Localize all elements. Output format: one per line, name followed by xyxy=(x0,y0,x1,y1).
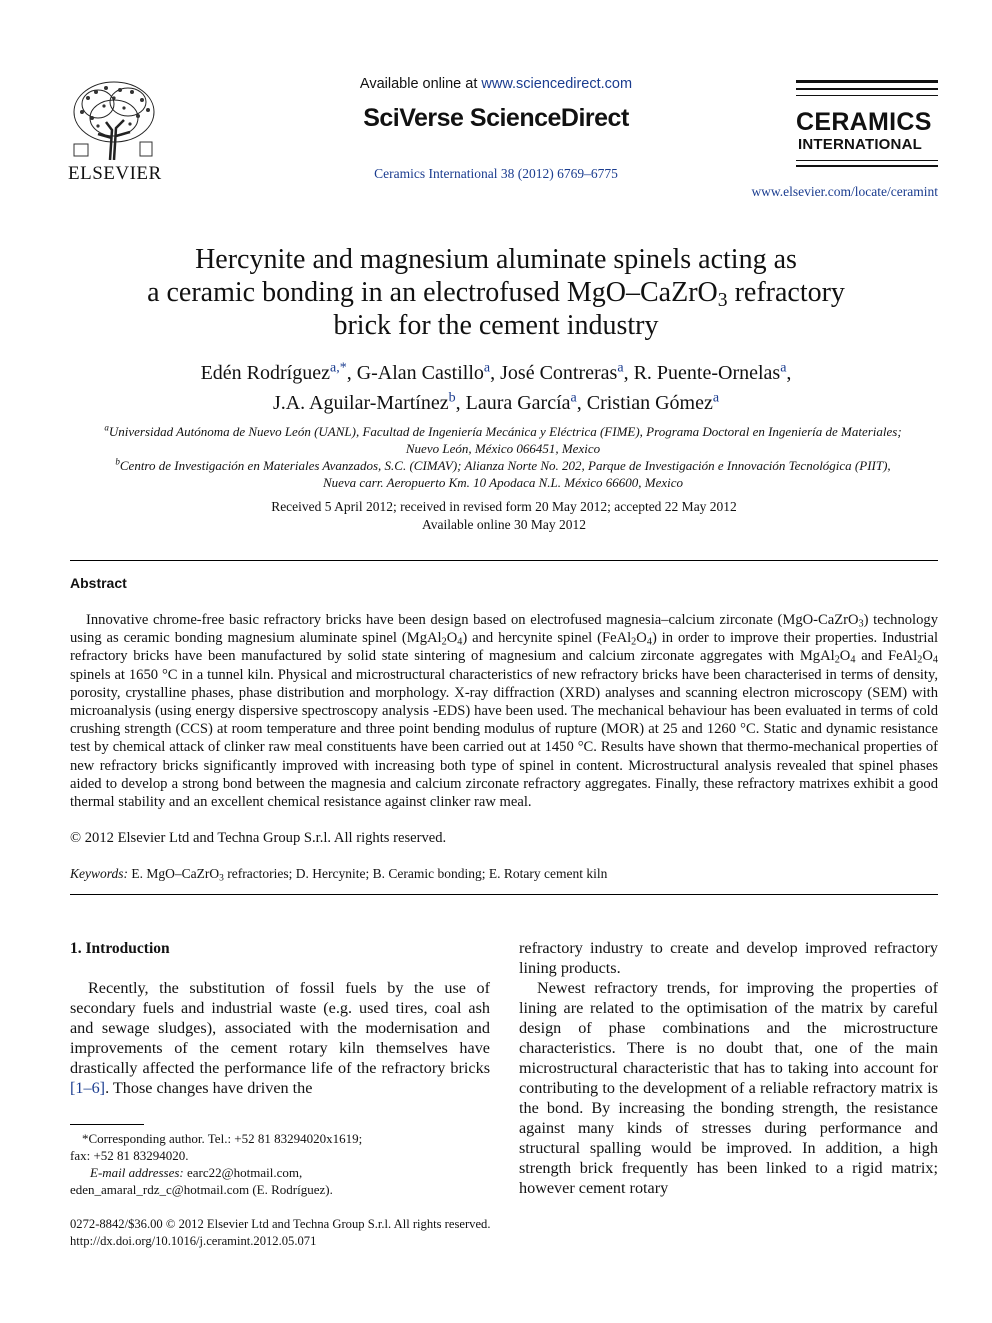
journal-logo-bar-2 xyxy=(796,88,938,90)
author-name[interactable]: Laura García xyxy=(465,392,571,414)
author-name[interactable]: Edén Rodríguez xyxy=(200,362,330,384)
intro-left-paragraph: Recently, the substitution of fossil fuels by the use of secondary fuels and industrial waste (e.g. used tires, coal ash and sewage sludges), associated with the modernisation and improvements of the cement rotary kiln themselves have drastically affected the performance life of the refractory bricks [1–6]. Those changes have driven the xyxy=(70,979,490,1097)
elsevier-wordmark: ELSEVIER xyxy=(68,163,162,184)
author-list xyxy=(60,358,932,418)
journal-logo-bar-3 xyxy=(796,95,938,96)
author-affiliation-mark: a xyxy=(617,360,624,376)
journal-logo-title: CERAMICS xyxy=(796,108,932,136)
author-name[interactable]: J.A. Aguilar-Martínez xyxy=(272,392,449,414)
author-affiliation-mark: a xyxy=(780,360,787,376)
abstract-copyright: © 2012 Elsevier Ltd and Techna Group S.r.l. All rights reserved. xyxy=(70,830,447,846)
footnote-rule xyxy=(70,1124,144,1125)
footnote-email-label: E-mail addresses: xyxy=(90,1165,184,1180)
sciencedirect-link[interactable]: www.sciencedirect.com xyxy=(481,76,633,92)
article-dates xyxy=(0,498,992,534)
author-affiliation-mark: a,* xyxy=(329,360,347,376)
issn-copyright: 0272-8842/$36.00 © 2012 Elsevier Ltd and Techna Group S.r.l. All rights reserved. xyxy=(70,1217,491,1231)
journal-logo-bar-top xyxy=(796,80,938,83)
section-heading-introduction: 1. Introduction xyxy=(70,940,170,957)
journal-logo-bar-bottom-2 xyxy=(796,165,938,167)
abstract-text: Innovative chrome-free basic refractory bricks have been design based on electrofused magnesia–calcium zirconate (MgO-CaZrO$_3$) technology using as ceramic bonding magnesium aluminate spinel $(MgAl_2O_4)$ and hercynite spinel $(FeAl_2O_4)$ in order to improve their properties. Industrial refractory bricks have been manufactured by solid state sintering of magnesium and calcium zirconate aggregates with $MgAl_2O_4$ and $FeAl_2O_4$ spinels at 1650 °C in a tunnel kiln. Physical and microstructural characteristics of new refractory bricks have been characterised in terms of density, porosity, crystalline phases, phase distribution and morphology. X-ray diffraction (XRD) analyses and scanning electron microscopy (SEM) with microanalysis (using energy dispersive spectroscopy analysis -EDS) have been used. The mechanical behaviour has been evaluated in terms of cold crushing strength (CCS) at room temperature and three point bending modulus of rupture (MOR) at 25 and 1260 °C. Static and dynamic resistance test by chemical attack of clinker raw meal constituents have been carried out at 1450 °C. Results have shown that thermo-mechanical properties of new refractory bricks significantly improved with increasing both type of spinel in content. Microstructural analysis revealed that spinel phases aided to develop a strong bond between the magnesia and calcium zirconate refractory aggregates. Finally, these refractory matrixes exhibit a good thermal stability and an excellent chemical resistance against clinker raw meal. xyxy=(70,612,938,811)
author-separator: , xyxy=(455,392,466,414)
title-line-3: brick for the cement industry xyxy=(333,310,659,341)
author-affiliation-mark: a xyxy=(570,390,577,406)
author-affiliation-mark: a xyxy=(712,390,720,406)
author-separator: , xyxy=(346,362,357,384)
author-separator: , xyxy=(623,362,634,384)
author-affiliation-mark: b xyxy=(448,390,456,406)
keywords: Keywords: E. MgO–CaZrO$_3$ refractories; D. Hercynite; B. Ceramic bonding; E. Rotary cement kiln xyxy=(70,866,608,884)
footnote-corresponding: *Corresponding author. Tel.: +52 81 83294020x1619; xyxy=(82,1131,363,1146)
footnote-email-1[interactable]: earc22@hotmail.com, xyxy=(183,1165,303,1180)
author-separator: , xyxy=(490,362,501,384)
author-line-1 xyxy=(60,358,932,388)
corresponding-author-footnote xyxy=(70,1130,490,1198)
abstract-heading: Abstract xyxy=(70,575,127,591)
author-name[interactable]: R. Puente-Ornelas xyxy=(633,362,781,384)
author-name[interactable]: G-Alan Castillo xyxy=(356,362,484,384)
intro-right-paragraph-1: refractory industry to create and develop improved refractory lining products. xyxy=(519,939,938,977)
footnote-fax: fax: +52 81 83294020. xyxy=(70,1148,189,1163)
title-line-2: a ceramic bonding in an electrofused MgO–CaZrO$_3$ refractory xyxy=(147,277,845,311)
affiliation-b-label: b xyxy=(115,456,120,467)
author-affiliation-mark: a xyxy=(483,360,491,376)
doi-link[interactable]: http://dx.doi.org/10.1016/j.ceramint.2012.05.071 xyxy=(70,1234,317,1248)
abstract-top-rule xyxy=(70,560,938,561)
author-name[interactable]: José Contreras xyxy=(500,362,618,384)
page-footer xyxy=(70,1216,490,1250)
intro-right-paragraph-2: Newest refractory trends, for improving the properties of lining are related to the optimisation of the matrix by careful design of phase combinations and the microstructure characteristics. There is no doubt that, one of the main microstructural characteristic that has to taking into account for contributing to the development of a reliable refractory matrix is the bond. By increasing the bonding strength, the resistance against many kinds of stresses during performance and structural spalling would be improved. In addition, a high strength brick frequently has been linked to a rigid matrix; however cement rotary xyxy=(519,979,938,1197)
journal-homepage-link[interactable]: www.elsevier.com/locate/ceramint xyxy=(751,184,938,199)
affiliation-a-label: a xyxy=(104,422,109,433)
journal-logo-subtitle: INTERNATIONAL xyxy=(798,136,922,153)
footnote-email-2[interactable]: eden_amaral_rdz_c@hotmail.com (E. Rodríguez). xyxy=(70,1182,333,1197)
author-line-2 xyxy=(60,388,932,418)
title-line-1: Hercynite and magnesium aluminate spinels acting as xyxy=(195,244,797,275)
reference-link-1-6[interactable]: [1–6] xyxy=(70,1079,106,1097)
article-title xyxy=(60,243,932,342)
author-separator: , xyxy=(786,362,792,384)
author-separator: , xyxy=(576,392,587,414)
affiliation-b: $^b$Centro de Investigación en Materiales Avanzados, S.C. (CIMAV); Alianza Norte No. 202, Parque de Investigación e Innovación Tecnológica (PIIT), Nueva carr. Aeropuerto Km. 10 Apodaca N.L. México 66600, Mexico xyxy=(115,456,891,490)
affiliation-a: $^a$Universidad Autónoma de Nuevo León (UANL), Facultad de Ingeniería Mecánica y Eléctrica (FIME), Programa Doctoral en Ingeniería de Materiales; Nuevo León, México 066451, Mexico xyxy=(104,422,902,456)
available-online-prefix: Available online at xyxy=(359,76,482,92)
author-name[interactable]: Cristian Gómez xyxy=(586,392,713,414)
journal-reference[interactable]: Ceramics International 38 (2012) 6769–6775 xyxy=(374,166,618,181)
journal-logo-bar-bottom xyxy=(796,160,938,161)
keywords-bottom-rule xyxy=(70,894,938,895)
keywords-label: Keywords: xyxy=(70,866,128,881)
received-dates: Received 5 April 2012; received in revised form 20 May 2012; accepted 22 May 2012 xyxy=(271,499,737,514)
platform-name: SciVerse ScienceDirect xyxy=(363,104,629,132)
available-online-date: Available online 30 May 2012 xyxy=(422,517,586,532)
